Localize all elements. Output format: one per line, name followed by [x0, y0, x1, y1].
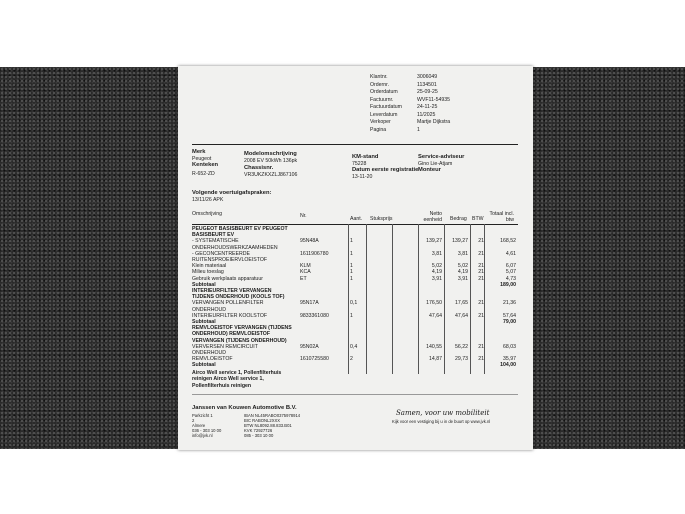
col-netto: Netto eenheid: [423, 211, 442, 223]
address-line: Almere: [192, 423, 206, 428]
meta-label: Factuurdatum: [370, 104, 403, 110]
cell-totaal: 4,73: [505, 275, 516, 282]
cell-totaal: 168,52: [500, 238, 516, 245]
cell-nr: KCA: [300, 269, 311, 276]
cell-desc: REMVLOEISTOF VERVANGEN (TIJDENS: [192, 325, 292, 332]
table-row: [192, 325, 522, 331]
kenteken-label: Kenteken: [192, 162, 219, 168]
cell-btw: 21: [478, 269, 484, 276]
km-value: 75228: [352, 161, 367, 167]
table-row: [192, 232, 522, 238]
cell-totaal: 35,97: [503, 356, 516, 363]
cell-desc: Klein materiaal: [192, 263, 227, 270]
advisor-label: Service-adviseur: [418, 154, 465, 160]
bank-line: IBAN NL45RABO0375978914: [244, 413, 301, 418]
cell-btw: 21: [478, 250, 484, 257]
cell-nr: ET: [300, 275, 307, 282]
appointments-heading: Volgende voertuigafspraken:: [192, 190, 272, 196]
cell-bedrag: 5,02: [457, 263, 468, 270]
cell-aant: 0,4: [350, 343, 358, 350]
col-aant: Aant.: [350, 216, 363, 222]
cell-bedrag: 17,65: [455, 300, 468, 307]
meta-label: Orderdatum: [370, 89, 398, 95]
table-row: [192, 226, 522, 232]
meta-value: 1: [417, 126, 420, 133]
col-omschrijving: Omschrijving: [192, 211, 222, 217]
cell-bedrag: 3,91: [457, 275, 468, 282]
registration-value: 13-11-20: [352, 174, 373, 180]
table-row: [192, 238, 522, 244]
table-row: [192, 276, 522, 282]
cell-netto: 176,50: [426, 300, 442, 307]
footer-divider: [192, 394, 518, 395]
meta-label: Pagina: [370, 126, 387, 133]
cell-nr: 1610725580: [300, 356, 329, 363]
col-bedrag: Bedrag: [450, 216, 467, 222]
table-row: [192, 257, 522, 263]
cell-bedrag: 56,22: [455, 343, 468, 350]
cell-netto: 3,81: [431, 250, 442, 257]
company-name: Janssen van Kouwen Automotive B.V.: [192, 405, 297, 411]
cell-bedrag: 47,64: [455, 312, 468, 319]
table-row: [192, 294, 522, 300]
table-row: [192, 245, 522, 251]
meta-label: Klantnr.: [370, 74, 388, 80]
cell-nr: 1611906780: [300, 250, 329, 257]
table-row: [192, 269, 522, 275]
invoice-table: [192, 226, 522, 376]
cell-desc: VERVANGEN POLLENFILTER: [192, 300, 264, 307]
cell-aant: 1: [350, 263, 353, 270]
cell-aant: 2: [350, 356, 353, 363]
table-row: [192, 319, 522, 325]
km-label: KM-stand: [352, 154, 379, 160]
cell-totaal: 104,00: [500, 362, 516, 369]
cell-aant: 1: [350, 269, 353, 276]
cell-totaal: 5,07: [505, 269, 516, 276]
cell-totaal: 79,00: [503, 319, 516, 325]
cell-bedrag: 139,27: [452, 238, 468, 245]
meta-label: Leverdatum: [370, 111, 398, 118]
cell-nr: 95N02A: [300, 343, 319, 350]
merk-value: Peugeot: [192, 156, 212, 162]
cell-desc: - GECONCENTREERDE: [192, 250, 250, 257]
cell-desc: Subtotaal: [192, 281, 216, 288]
model-label: Modelomschrijving: [244, 151, 297, 157]
bank-line: KVK 72927726: [244, 428, 273, 433]
cell-netto: 140,55: [426, 343, 442, 350]
meta-value: 25-09-25: [417, 89, 438, 95]
invoice-paper: [178, 66, 533, 450]
registration-label: Datum eerste registratie: [352, 167, 419, 173]
bank-line: 085 - 303 10 00: [244, 433, 274, 438]
cell-desc: INTERIEURFILTER KOOLSTOF: [192, 312, 268, 319]
cell-totaal: 21,36: [503, 300, 516, 307]
cell-desc: Subtotaal: [192, 362, 216, 369]
cell-nr: 95N48A: [300, 238, 319, 245]
cell-desc: PEUGEOT BASISBEURT EV PEUGEOT: [192, 226, 288, 232]
cell-btw: 21: [478, 275, 484, 282]
address-line: Parkzicht 1: [192, 413, 213, 418]
cell-desc: VERVANGEN (TIJDENS ONDERHOUD): [192, 337, 287, 344]
cell-btw: 21: [478, 343, 484, 350]
col-stuksprijs: Stuksprijs: [370, 216, 393, 222]
meta-label: Ordernr.: [370, 81, 390, 88]
meta-value: WVF11-54935: [417, 96, 451, 103]
meta-value: Martje Dijkstra: [417, 119, 451, 125]
chassis-value: VR3UKZKXZLJ867106: [244, 172, 298, 178]
table-row: [192, 251, 522, 257]
cell-nr: 9833361080: [300, 312, 329, 319]
cell-desc: - SYSTEMATISCHE: [192, 238, 239, 245]
cell-netto: 5,02: [431, 263, 442, 270]
table-row: [192, 282, 522, 288]
cell-netto: 139,27: [426, 238, 442, 245]
meta-value: 24-11-25: [417, 104, 438, 110]
cell-desc: TIJDENS ONDERHOUD (KOOLS TOF): [192, 294, 285, 301]
cell-desc: RUITENSPROEIERVLOEISTOF: [192, 257, 268, 263]
cell-nr: KLM: [300, 263, 311, 270]
address-line: 036 - 303 10 00: [192, 428, 222, 433]
cell-totaal: 57,64: [503, 312, 516, 319]
kenteken-value: R-652-ZD: [192, 171, 215, 177]
table-row: [192, 307, 522, 313]
cell-desc: Gebruik werkplaats apparatuur: [192, 275, 263, 282]
table-row: [192, 300, 522, 306]
cell-btw: 21: [478, 238, 484, 245]
cell-bedrag: 4,19: [457, 269, 468, 276]
monteur-label: Monteur: [418, 167, 441, 173]
meta-value: 11/2025: [417, 111, 436, 118]
remark-line: Pollenfilterhuis reinigen: [192, 382, 252, 389]
cell-totaal: 4,61: [505, 250, 516, 257]
cell-netto: 47,64: [429, 312, 442, 319]
model-value: 2008 EV 50kWh 136pk: [244, 158, 298, 164]
cell-netto: 4,19: [431, 269, 442, 276]
advisor-value: Gino Lie-Atjam: [418, 161, 453, 167]
meta-value: 3006049: [417, 74, 438, 80]
col-nr: Nr.: [300, 213, 307, 219]
cell-btw: 21: [478, 263, 484, 270]
header-divider: [192, 144, 518, 145]
cell-desc: ONDERHOUD: [192, 350, 227, 356]
cell-nr: 95N17A: [300, 300, 319, 307]
cell-netto: 3,91: [431, 275, 442, 282]
cell-desc: Milieu toeslag: [192, 269, 224, 276]
table-row: [192, 356, 522, 362]
remark-line: Airco Well service 1, Pollenfilterhuis: [192, 370, 282, 376]
table-row: [192, 313, 522, 319]
bank-line: BTW NL8092.88.833.B01: [244, 423, 292, 428]
cell-netto: 14,87: [429, 356, 442, 363]
cell-aant: 1: [350, 275, 353, 282]
cell-desc: ONDERHOUD) REMVLOEISTOF: [192, 331, 271, 338]
cell-aant: 0,1: [350, 300, 358, 307]
cell-desc: REMVLOEISTOF: [192, 356, 233, 363]
table-row: [192, 338, 522, 344]
chassis-label: Chassisnr.: [244, 165, 274, 171]
table-row: [192, 362, 522, 368]
cell-desc: ONDERHOUDSWERKZAAMHEDEN: [192, 244, 278, 251]
col-btw: BTW: [472, 216, 484, 222]
cell-desc: VERVERSEN REMCIRCUIT: [192, 343, 258, 350]
bank-line: BIC RABONL2XXX: [244, 418, 281, 423]
cell-aant: 1: [350, 250, 353, 257]
cell-desc: Subtotaal: [192, 319, 216, 325]
table-row: [192, 263, 522, 269]
cell-btw: 21: [478, 356, 484, 363]
cell-desc: INTERIEURFILTER VERVANGEN: [192, 288, 272, 294]
table-row: [192, 350, 522, 356]
cell-bedrag: 3,81: [457, 250, 468, 257]
cell-totaal: 68,03: [503, 343, 516, 350]
cell-btw: 21: [478, 300, 484, 307]
cell-aant: 1: [350, 312, 353, 319]
meta-label: Factuurnr.: [370, 96, 394, 103]
address-line: 2: [192, 418, 195, 423]
cell-aant: 1: [350, 238, 353, 245]
meta-value: 1134501: [417, 81, 437, 88]
table-row: [192, 344, 522, 350]
table-row: [192, 331, 522, 337]
cell-bedrag: 29,73: [455, 356, 468, 363]
remark-line: reinigen Airco Well service 1,: [192, 376, 264, 383]
table-row: [192, 288, 522, 294]
cell-desc: BASISBEURT EV: [192, 232, 235, 239]
cell-totaal: 6,07: [505, 263, 516, 270]
website-line: Kijk voor een vestiging bij u in de buurt op www.jvk.nl: [392, 419, 491, 424]
meta-label: Verkoper: [370, 119, 391, 125]
cell-desc: ONDERHOUD: [192, 306, 227, 313]
cell-btw: 21: [478, 312, 484, 319]
cell-totaal: 189,00: [500, 281, 516, 288]
address-line: info@jvk.nl: [192, 433, 213, 438]
company-slogan: Samen, voor uw mobiliteit: [396, 409, 490, 417]
appointments-line: 13/11/26 APK: [192, 197, 224, 203]
merk-label: Merk: [192, 149, 206, 155]
col-totaal: Totaal incl. btw: [489, 211, 514, 223]
